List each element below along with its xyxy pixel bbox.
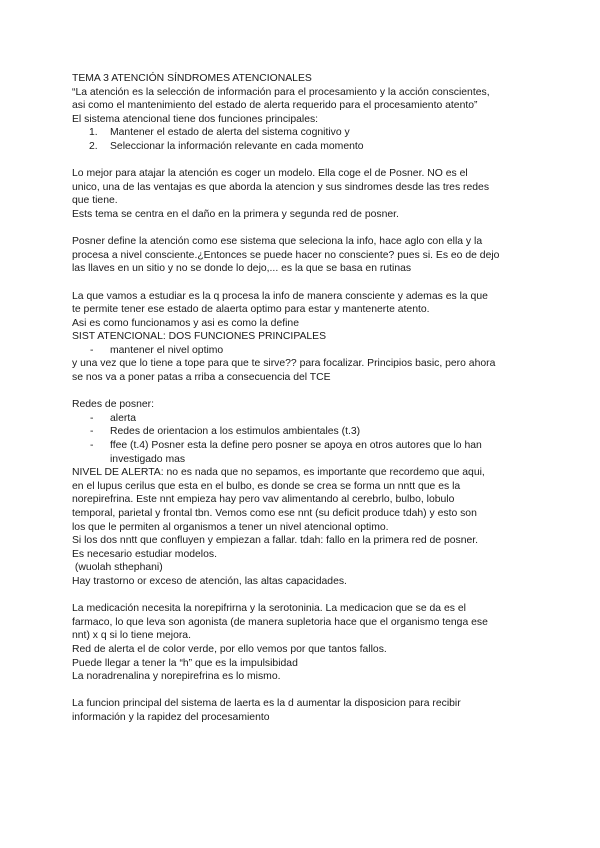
paragraph-posner — [72, 235, 532, 276]
text-line: procesa a nivel consciente.¿Entonces se puede hacer no consciente? pues si. Es eo de dejo — [72, 249, 500, 261]
list-dash: - — [90, 412, 94, 424]
paragraph-funcion — [72, 697, 532, 724]
text-line: Lo mejor para atajar la atención es coger un modelo. Ella coge el de Posner. NO es el — [72, 168, 468, 180]
list-item — [72, 126, 532, 140]
text-line: La noradrenalina y norepirefrina es lo mismo. — [72, 671, 281, 683]
text-line: Red de alerta el de color verde, por ello vemos por que tantos fallos. — [72, 643, 387, 655]
list-item — [72, 425, 532, 439]
text-line: Puede llegar a tener la “h” que es la impulsibidad — [72, 657, 298, 669]
paragraph-gap — [72, 154, 532, 168]
text-line: las llaves en un sitio y no se donde lo dejo,... es la que se basa en rutinas — [72, 263, 412, 275]
text-line: unico, una de las ventajas es que aborda la atencion y sus sindromes desde las tres redes — [72, 181, 490, 193]
list-item — [72, 344, 532, 358]
list-dash: - — [90, 440, 94, 452]
text-line: información y la rapidez del procesamiento — [72, 711, 270, 723]
text-line: temporal, parietal y frontal tbn. Vemos como ese nnt (su deficit produce tdah) y esto son — [72, 508, 477, 519]
text-line: norepirefrina. Este nnt empieza hay pero vav alimentando al cerebrlo, bulbo, lobulo — [72, 494, 455, 506]
list-item-text: Mantener el estado de alerta del sistema cognitivo y — [110, 127, 350, 139]
text-line: SIST ATENCIONAL: DOS FUNCIONES PRINCIPALES — [72, 331, 327, 343]
text-line: los que le permiten al organismos a tener un nivel atencional optimo. — [72, 521, 389, 533]
text-line: farmaco, lo que leva son agonista (de manera supletoria hace que el organismo tenga ese — [72, 616, 488, 628]
text-line: en el lupus cerilus que esta en el bulbo, es donde se crea se forma un nntt que es la — [72, 480, 461, 492]
text-line: nnt) x q si lo tiene mejora. — [72, 630, 191, 642]
document-body — [72, 72, 532, 725]
sist-list — [72, 344, 532, 358]
list-item-text: mantener el nivel optimo — [110, 344, 224, 356]
intro-quote — [72, 86, 532, 113]
text-line: La medicación necesita la norepifrirna y la serotoninia. La medicacion que se da es el — [72, 603, 466, 615]
list-dash: - — [90, 344, 94, 356]
text-line: NIVEL DE ALERTA: no es nada que no sepamos, es importante que recordemo que aqui, — [72, 467, 485, 479]
redes-heading: Redes de posner: — [72, 399, 155, 411]
paragraph-medicacion — [72, 602, 532, 684]
text-line: Hay trastorno or exceso de atención, las altas capacidades. — [72, 575, 347, 587]
text-line: Ests tema se centra en el daño en la primera y segunda red de posner. — [72, 208, 399, 220]
list-item-text: Seleccionar la información relevante en cada momento — [110, 140, 364, 152]
list-item-text: investigado mas — [110, 453, 186, 465]
list-item-text: ffee (t.4) Posner esta la define pero posner se apoya en otros autores que lo han — [110, 440, 482, 452]
text-line: asi como el mantenimiento del estado de alerta requerido para el procesamiento atento” — [72, 100, 478, 112]
list-number: 1. — [89, 127, 98, 139]
functions-list — [72, 126, 532, 153]
text-line: Posner define la atención como ese sistema que seleciona la info, hace aglo con ella y la — [72, 236, 483, 248]
text-line: La que vamos a estudiar es la q procesa la info de manera consciente y ademas es la que — [72, 290, 488, 302]
list-item-text: Redes de orientacion a los estimulos ambientales (t.3) — [110, 426, 361, 438]
paragraph-alerta — [72, 466, 532, 588]
text-line: te permite tener ese estado de alaerta optimo para estar y mantenerte atento. — [72, 304, 430, 316]
text-line: Si los dos nntt que confluyen y empiezan a fallar. tdah: fallo en la primera red de posner. — [72, 535, 479, 547]
redes-list — [72, 412, 532, 466]
paragraph-gap — [72, 276, 532, 290]
list-item — [72, 439, 532, 466]
list-dash: - — [90, 426, 94, 438]
list-item-text: alerta — [110, 412, 136, 424]
text-line: y una vez que lo tiene a tope para que te sirve?? para focalizar. Principios basic, pero ahora — [72, 358, 496, 370]
paragraph-model — [72, 167, 532, 221]
list-item — [72, 412, 532, 426]
paragraph-gap — [72, 222, 532, 236]
paragraph-gap — [72, 589, 532, 603]
text-line: (wuolah sthephani) — [72, 562, 163, 574]
text-line: Es necesario estudiar modelos. — [72, 548, 217, 560]
document-title: TEMA 3 ATENCIÓN SÍNDROMES ATENCIONALES — [72, 73, 312, 84]
text-line: se nos va a poner patas a rriba a consecuencia del TCE — [72, 372, 331, 384]
list-item — [72, 140, 532, 154]
paragraph-study — [72, 290, 532, 344]
paragraph-gap — [72, 684, 532, 698]
text-line: que tiene. — [72, 195, 118, 207]
text-line: “La atención es la selección de información para el procesamiento y la acción conscientes, — [72, 86, 490, 98]
text-line: La funcion principal del sistema de laerta es la d aumentar la disposicion para recibir — [72, 698, 461, 710]
text-line: Asi es como funcionamos y asi es como la define — [72, 317, 299, 329]
paragraph-optimo — [72, 357, 532, 384]
paragraph-gap — [72, 385, 532, 399]
functions-intro: El sistema atencional tiene dos funciones principales: — [72, 113, 319, 125]
list-number: 2. — [89, 140, 98, 152]
